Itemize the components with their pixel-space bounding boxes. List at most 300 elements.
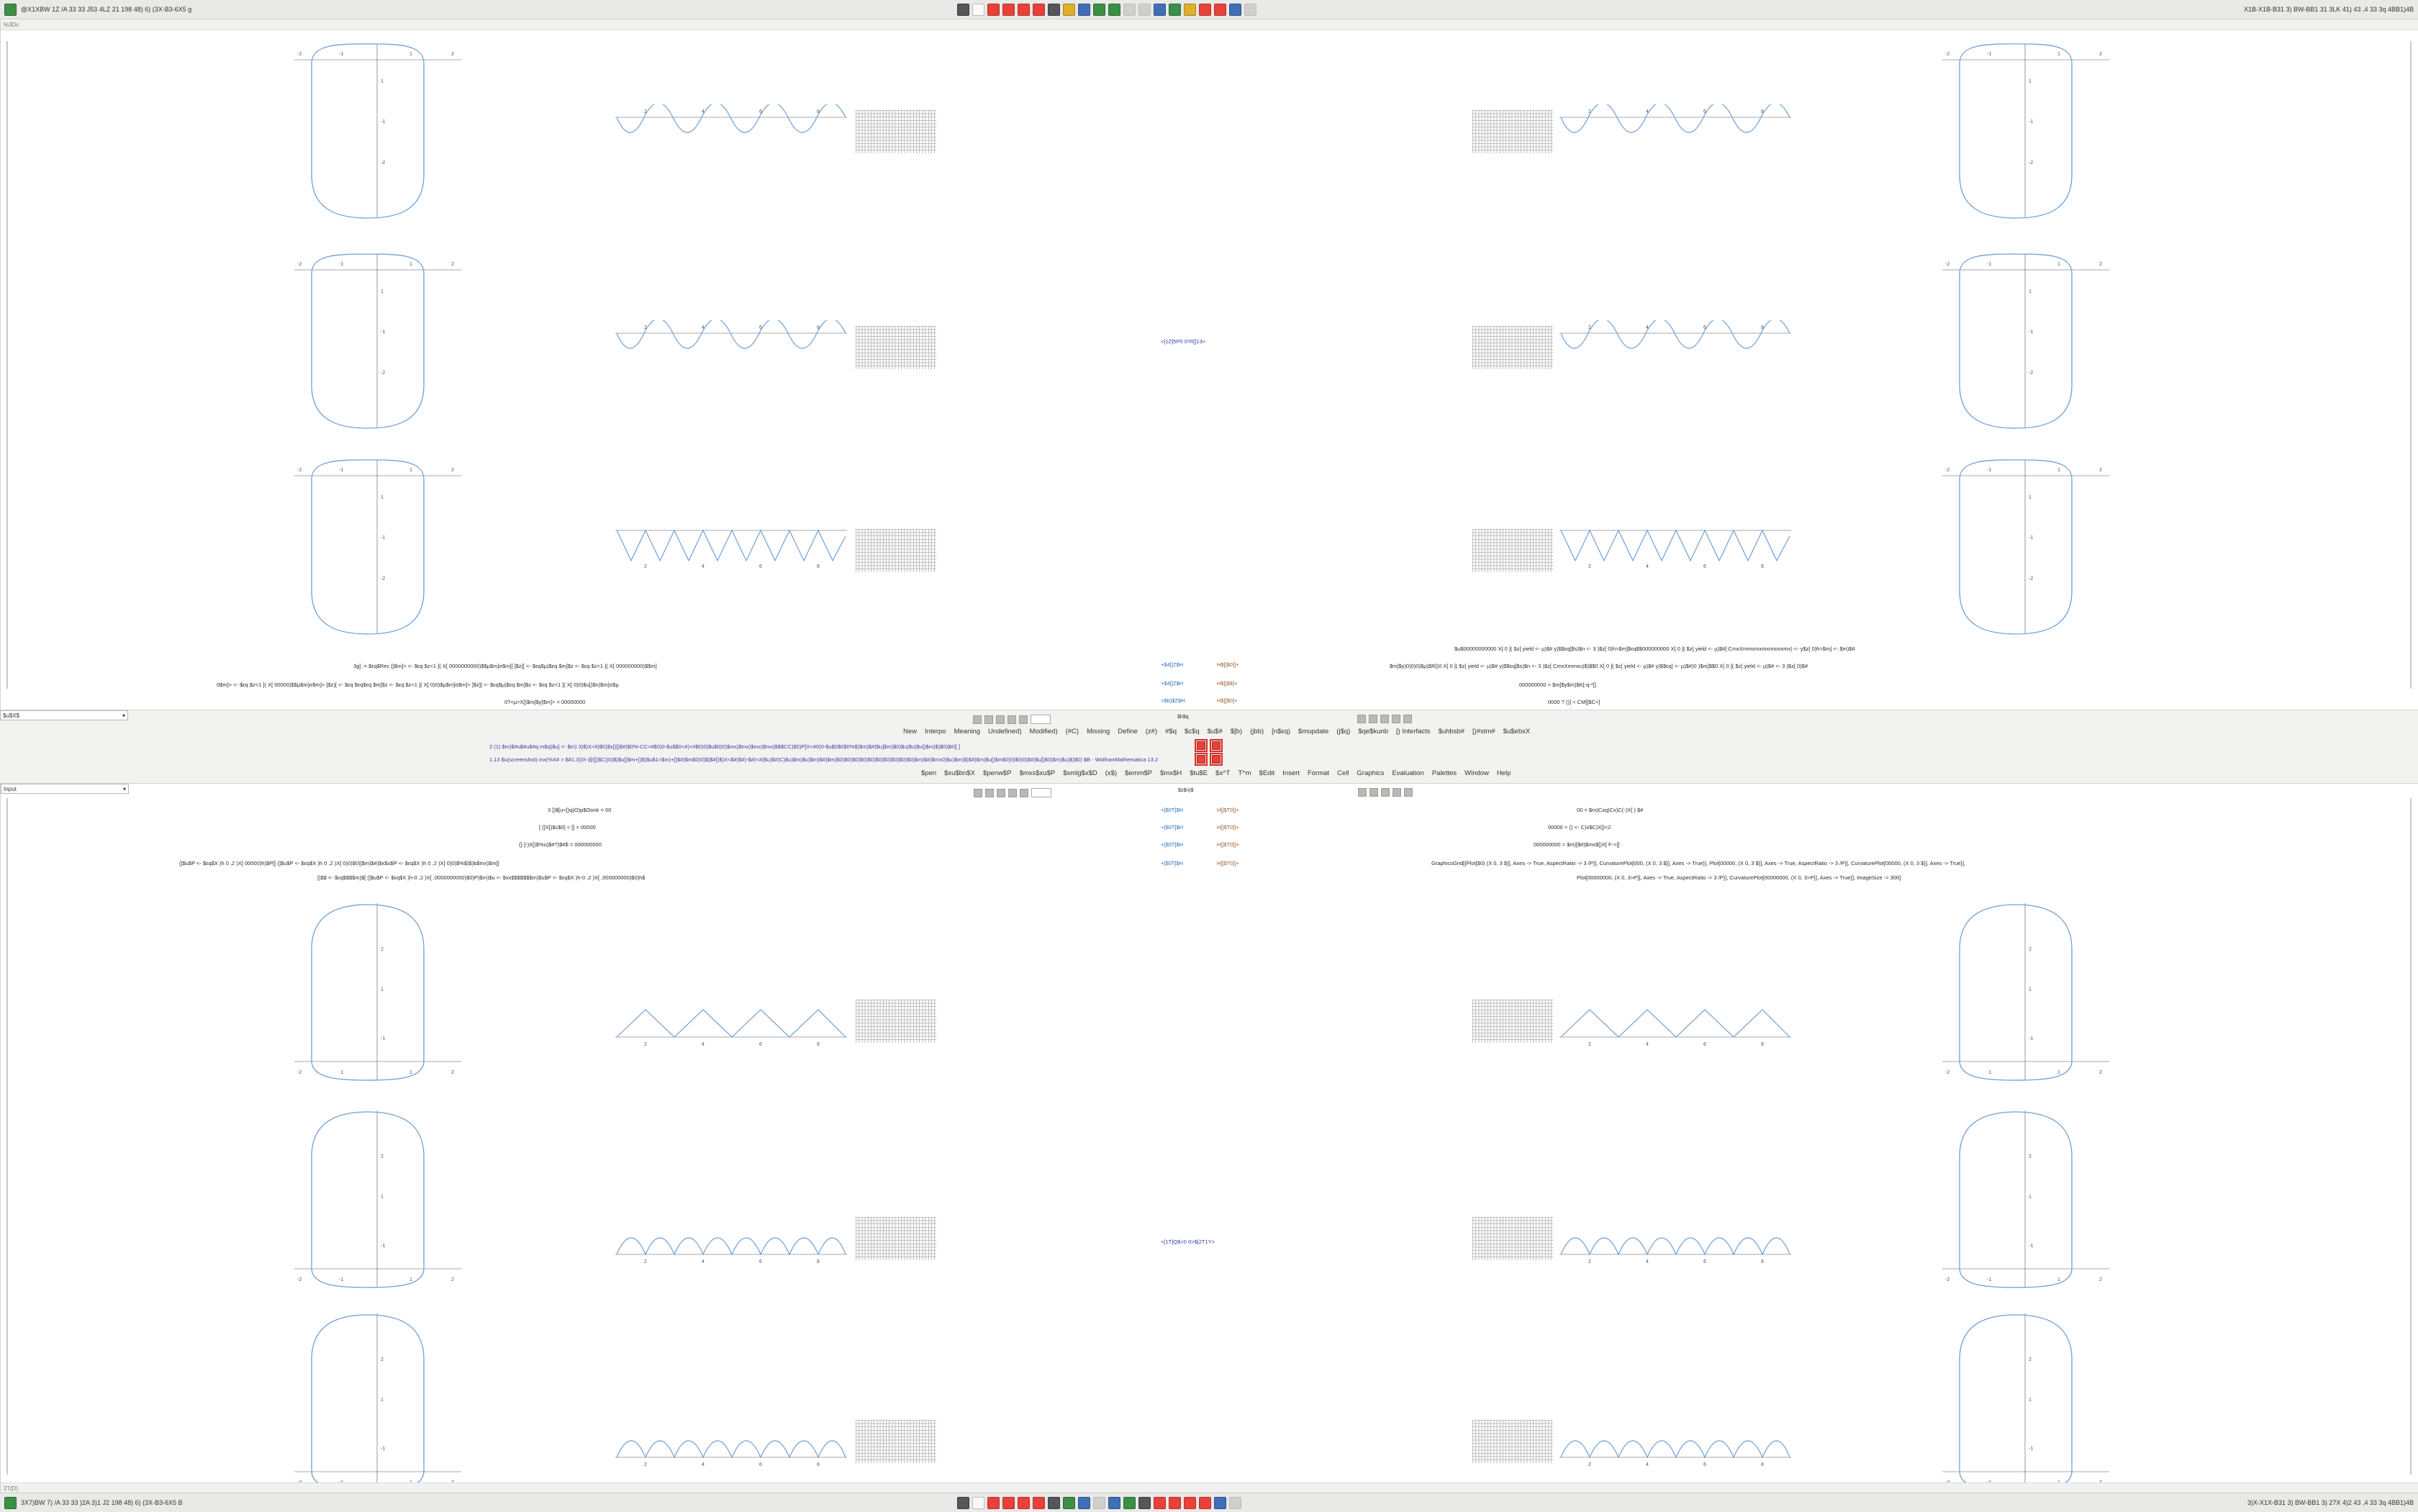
svg-text:2: 2 <box>2099 262 2102 267</box>
svg-text:1: 1 <box>2029 987 2032 992</box>
menu-item[interactable]: $mxs$xu$P <box>1019 769 1056 777</box>
top-panel-left <box>0 4 191 16</box>
palette-swatch[interactable] <box>1392 715 1400 723</box>
plot-tr-3 <box>1554 523 1827 574</box>
svg-text:-1: -1 <box>2029 119 2034 125</box>
bottom-right-long-1: GraphicsGrid[{Plot[$0) (X 0, 3 $}], Axes -> True, AspectRatio -> 3 /P}], CurvaturePlot[000, (X 0, 3 $}], Axes -> True}], Plot[00000, (X 0, 3 $}], Axes -> True, AspectRatio -> 3 /P}], CurvaturePlot[00000, (X 0, 3 $}], Axes -> True}], <box>1431 860 1966 866</box>
svg-text:-2: -2 <box>381 160 386 166</box>
svg-text:1: 1 <box>2057 262 2060 267</box>
menu-item-palettes[interactable]: Palettes <box>1431 769 1457 777</box>
menu-item[interactable]: Interpo <box>925 728 946 735</box>
svg-text:-1: -1 <box>2029 1447 2034 1452</box>
in-label-3: >$b)$Z$H <box>1161 697 1185 704</box>
svg-text:-2: -2 <box>1945 262 1950 267</box>
svg-text:1: 1 <box>381 987 384 992</box>
right-code-line-1: $u$00000000000 X[ 0 ]( $z[ yield <- µ)$# y)$$εq]$s)$n <- 3 )$z[ 0)h>$m]$εq$$000000000 X[ 0 ]( $z[ yield <- µ)$#[ CmxXmmxmxmxmxmxmx) <- y$z[ 0)h>$m] <- $m)$# <box>1454 646 1855 652</box>
app-icon[interactable] <box>1123 4 1136 16</box>
screenshot-icon[interactable] <box>1048 1497 1060 1509</box>
svg-text:6: 6 <box>759 109 762 114</box>
style-combo-value-2: Input <box>4 785 17 792</box>
svg-text:1: 1 <box>381 495 384 500</box>
plot-trr-2 <box>1929 248 2124 432</box>
svg-text:4: 4 <box>702 109 705 114</box>
clipboard-icon[interactable] <box>1214 1497 1226 1509</box>
menu-item[interactable]: New <box>903 728 918 735</box>
svg-text:1: 1 <box>381 79 384 84</box>
palette-swatch[interactable] <box>1369 788 1378 797</box>
terminal-icon[interactable] <box>957 1497 969 1509</box>
menu-item[interactable]: Define <box>1118 728 1138 735</box>
svg-text:6: 6 <box>759 325 762 330</box>
plot-tc-3 <box>610 523 883 574</box>
svg-text:-1: -1 <box>1987 52 1992 57</box>
svg-text:-1: -1 <box>339 1070 344 1075</box>
menu-strip <box>903 728 1531 735</box>
plot-tr-1 <box>1554 104 1827 155</box>
plot-br-3 <box>1554 1420 1827 1470</box>
plot-bc-2 <box>610 1217 883 1267</box>
menu-item-graphics[interactable]: Graphics <box>1357 769 1385 777</box>
svg-text:-2: -2 <box>2029 371 2034 376</box>
style-combo-2[interactable] <box>1 784 129 794</box>
files-icon[interactable] <box>972 4 984 16</box>
code-line-1: 3g] := $εq$Rec [)$m]> <- $εq $z<1 ]( X[ 0000000000)$$μ$m]σ$m][ ]$z][ <- $εq$μ)$εq $m]$z <- $εq $z<1 ]( X[ 000000000)$$m] <box>353 663 657 669</box>
middle-annotation-bottom: <[1T]Q$<0 0>$[2T1Y> <box>1161 1239 1215 1245</box>
files-icon[interactable] <box>972 1497 984 1509</box>
folder-icon[interactable] <box>1063 4 1075 16</box>
selected-palette-button-2[interactable] <box>1212 741 1221 750</box>
svg-text:-2: -2 <box>1945 52 1950 57</box>
bottom-code-block-2: [)$$ <- $εq$$$$m)$[ (]$u$P <- $εq$X )h-0 ,2 )X[ ,0000000000)$0)P)$m)$u <- $xx$$$$$$$m)$u$P <- $εq$X )h-0 ,2 )X[ ,000000000)$0)h$ <box>317 874 646 881</box>
svg-text:8: 8 <box>1761 1259 1764 1264</box>
top-panel-tray <box>957 4 1256 16</box>
out-label-b4: H[]$T0]]+ <box>1217 860 1240 866</box>
svg-text:-2: -2 <box>297 468 302 473</box>
menu-item-edit[interactable]: $Edit <box>1259 769 1275 777</box>
app-icon[interactable] <box>1184 4 1196 16</box>
svg-text:4: 4 <box>702 1259 705 1264</box>
palette-swatch[interactable] <box>1380 715 1389 723</box>
svg-text:8: 8 <box>817 1259 820 1264</box>
bottom-right-code-2: 00000 > () <- C)x$C)X[)<2 <box>1548 824 1611 830</box>
menu-item[interactable]: #$q <box>1165 728 1177 735</box>
out-label-b1: H[]$T0]]+ <box>1217 807 1240 813</box>
colorbar-legend <box>856 1420 936 1463</box>
notebook-top-title-strip <box>1 19 2418 30</box>
menu-item[interactable]: $u$ebxX <box>1503 728 1531 735</box>
style-combo-value: $u$X$ <box>3 712 20 719</box>
menu-item[interactable]: [) Interfacts <box>1396 728 1431 735</box>
plot-brr-2 <box>1929 1106 2124 1293</box>
colorbar-legend <box>856 529 936 572</box>
menu-item[interactable]: $u$# <box>1207 728 1223 735</box>
palette-swatch[interactable] <box>1358 788 1367 797</box>
svg-text:1: 1 <box>409 52 412 57</box>
palette-swatch[interactable] <box>1393 788 1401 797</box>
svg-text:6: 6 <box>1703 1462 1706 1467</box>
svg-text:2: 2 <box>644 109 647 114</box>
cell-bracket-right[interactable] <box>2410 41 2412 689</box>
menu-item[interactable]: (#C) <box>1065 728 1079 735</box>
svg-text:1: 1 <box>409 262 412 267</box>
recorder-icon[interactable] <box>987 4 1000 16</box>
palette-swatch[interactable] <box>1403 715 1412 723</box>
in-label-b4: +[$0T]$H <box>1161 860 1184 866</box>
browser-icon[interactable] <box>1078 1497 1090 1509</box>
svg-text:8: 8 <box>817 564 820 569</box>
svg-text:1: 1 <box>409 1070 412 1075</box>
in-label-b2: +[$0T]$H <box>1161 824 1184 830</box>
bottom-panel-left-text: 3X7)BW 7) /A 33 33 )2A 3)1 J2 198 48) 6) (3X-B3-6X5 B <box>21 1499 183 1506</box>
svg-text:-1: -1 <box>2029 535 2034 540</box>
disk-icon[interactable] <box>1093 1497 1105 1509</box>
svg-text:6: 6 <box>1703 564 1706 569</box>
svg-text:-2: -2 <box>381 576 386 581</box>
menu-item[interactable]: Meaning <box>954 728 981 735</box>
recorder-icon[interactable] <box>1033 4 1045 16</box>
menu-item[interactable]: (j$q) <box>1336 728 1351 735</box>
svg-text:1: 1 <box>2029 1398 2032 1403</box>
menu-item[interactable]: $qe$kunb <box>1358 728 1389 735</box>
out-label-2: H$[]$$]+ <box>1217 680 1238 687</box>
folder-icon[interactable] <box>1063 1497 1075 1509</box>
network-icon[interactable] <box>1244 4 1256 16</box>
svg-text:-2: -2 <box>297 1277 302 1282</box>
middle-annotation-top: <[1Z]5P0 0*R[]13> <box>1161 338 1206 345</box>
menu-item[interactable]: $uhbsb# <box>1438 728 1465 735</box>
out-label-1: H$[]$0]]+ <box>1217 661 1239 668</box>
svg-text:2: 2 <box>1588 1462 1591 1467</box>
palette-swatch[interactable] <box>974 789 982 797</box>
plot-tc-1 <box>610 104 883 155</box>
svg-text:2: 2 <box>451 52 454 57</box>
palette-swatch[interactable] <box>985 789 994 797</box>
svg-text:2: 2 <box>1588 564 1591 569</box>
palette-swatch[interactable] <box>996 715 1005 724</box>
svg-text:-1: -1 <box>339 262 344 267</box>
plot-tl-2 <box>281 248 476 432</box>
svg-text:1: 1 <box>2029 495 2032 500</box>
svg-text:-2: -2 <box>297 52 302 57</box>
selected-palette-button-4[interactable] <box>1212 755 1221 764</box>
svg-text:4: 4 <box>702 1042 705 1047</box>
app-icon[interactable] <box>1138 4 1151 16</box>
plot-br-2 <box>1554 1217 1827 1267</box>
colorbar-legend <box>1472 1000 1553 1043</box>
disk-icon[interactable] <box>1169 4 1181 16</box>
menu-item[interactable]: [n$εq) <box>1272 728 1291 735</box>
style-combo[interactable] <box>0 710 128 720</box>
svg-text:2: 2 <box>451 1277 454 1282</box>
svg-text:1: 1 <box>381 1398 384 1403</box>
menu-item[interactable]: Missing <box>1087 728 1110 735</box>
svg-text:-1: -1 <box>339 1277 344 1282</box>
browser-icon[interactable] <box>1078 4 1090 16</box>
svg-text:1: 1 <box>409 468 412 473</box>
svg-text:2: 2 <box>381 947 384 952</box>
top-panel-right <box>2244 6 2414 13</box>
app-icon[interactable] <box>1108 1497 1120 1509</box>
bottom-code-line-3: (]-]-)X[)$%u)$#?)$#$ = 000000000 <box>519 841 602 848</box>
recorder-icon[interactable] <box>1199 1497 1211 1509</box>
svg-text:2: 2 <box>381 1154 384 1159</box>
svg-text:1: 1 <box>2057 468 2060 473</box>
top-panel-right-text: X1B-X1B-B31 3) BW-BB1 31 3LK 41) 43 ,4 33 3q 4BB1)4B <box>2244 6 2414 13</box>
menu-item[interactable]: $mx$H <box>1160 769 1182 777</box>
menu-item-insert[interactable]: Insert <box>1282 769 1300 777</box>
plot-trr-3 <box>1929 454 2124 638</box>
menu-item[interactable]: (x$) <box>1105 769 1118 777</box>
in-label-2: +$4[]Z$H <box>1161 680 1184 687</box>
terminal-icon[interactable] <box>957 4 969 16</box>
palette-swatch[interactable] <box>1019 715 1028 724</box>
palette-swatch[interactable] <box>1369 715 1377 723</box>
menu-item[interactable]: $xu$bn$X <box>944 769 975 777</box>
cell-style-box[interactable] <box>1031 788 1051 797</box>
in-label-b1: +[$0T]$H <box>1161 807 1184 813</box>
svg-text:-1: -1 <box>381 1244 386 1249</box>
cell-bracket-left[interactable] <box>6 41 8 689</box>
colorbar-legend <box>1472 1420 1553 1463</box>
svg-text:-2: -2 <box>1945 1277 1950 1282</box>
colorbar-legend <box>1472 1217 1553 1260</box>
plot-bl-1 <box>281 899 476 1086</box>
menu-item-cell[interactable]: Cell <box>1337 769 1349 777</box>
menu-item[interactable]: Modified) <box>1029 728 1058 735</box>
svg-text:-2: -2 <box>2029 576 2034 581</box>
svg-text:2: 2 <box>2099 468 2102 473</box>
svg-text:-1: -1 <box>381 535 386 540</box>
menu-item-format[interactable]: Format <box>1307 769 1330 777</box>
plot-br-1 <box>1554 1000 1827 1050</box>
style-combo-label-2: $z$n)$ <box>1178 788 1194 793</box>
plot-tr-2 <box>1554 320 1827 371</box>
menu-item[interactable]: $tu$E <box>1190 769 1208 777</box>
app-icon[interactable] <box>1138 1497 1151 1509</box>
app-icon[interactable] <box>1123 1497 1136 1509</box>
svg-text:-1: -1 <box>339 468 344 473</box>
menu-item[interactable]: Undefined) <box>988 728 1022 735</box>
svg-text:-2: -2 <box>1945 468 1950 473</box>
in-label-b3: +[$0T]$H <box>1161 841 1184 848</box>
svg-text:-1: -1 <box>1987 262 1992 267</box>
notebook-bottom-status-strip <box>1 1482 2418 1493</box>
svg-text:1: 1 <box>2057 1277 2060 1282</box>
palette-swatch[interactable] <box>1008 715 1016 724</box>
right-code-line-4: 0000 ? ()] < CM[]$C<] <box>1548 699 1600 705</box>
svg-text:4: 4 <box>1646 1259 1649 1264</box>
svg-text:1: 1 <box>381 289 384 294</box>
recorder-icon[interactable] <box>1018 1497 1030 1509</box>
menu-item[interactable]: $pen <box>921 769 937 777</box>
svg-text:1: 1 <box>2057 52 2060 57</box>
svg-text:6: 6 <box>1703 109 1706 114</box>
network-icon[interactable] <box>1229 1497 1241 1509</box>
svg-text:-2: -2 <box>2029 160 2034 166</box>
disk-icon[interactable] <box>1093 4 1105 16</box>
notebook-bottom-status: 27(D) <box>4 1485 19 1492</box>
plot-brr-3 <box>1929 1309 2124 1494</box>
svg-text:8: 8 <box>1761 109 1764 114</box>
bottom-right-code-3: 000000000 > $m)[$#)$mx$[)X[ F->[] <box>1534 841 1620 848</box>
screenshot-icon[interactable] <box>1048 4 1060 16</box>
clipboard-icon[interactable] <box>1229 4 1241 16</box>
menu-item[interactable]: (jbb) <box>1250 728 1264 735</box>
svg-text:-1: -1 <box>1987 1277 1992 1282</box>
svg-text:6: 6 <box>1703 325 1706 330</box>
plot-tc-2 <box>610 320 883 371</box>
palette-swatch[interactable] <box>1404 788 1413 797</box>
menu-item[interactable]: $mupdate <box>1298 728 1329 735</box>
svg-text:2: 2 <box>2099 1070 2102 1075</box>
menu-item-window[interactable]: Window <box>1464 769 1489 777</box>
menu-item-help[interactable]: Help <box>1496 769 1511 777</box>
recorder-icon[interactable] <box>1002 1497 1015 1509</box>
recorder-icon[interactable] <box>1018 4 1030 16</box>
svg-text:-1: -1 <box>381 330 386 335</box>
svg-text:-1: -1 <box>381 1447 386 1452</box>
svg-text:-1: -1 <box>339 52 344 57</box>
selected-palette-button-1[interactable] <box>1197 741 1205 750</box>
bottom-code-line-1: 3 [)$[u<[)q)O)p$Oonk = 00 <box>548 807 612 813</box>
menu-item-evaluation[interactable]: Evaluation <box>1392 769 1424 777</box>
palette-swatch[interactable] <box>1381 788 1390 797</box>
svg-text:8: 8 <box>817 1042 820 1047</box>
svg-text:1: 1 <box>409 1277 412 1282</box>
colorbar-legend <box>856 326 936 369</box>
svg-text:2: 2 <box>1588 109 1591 114</box>
menu-item[interactable]: $penw$P <box>982 769 1012 777</box>
plot-bl-2 <box>281 1106 476 1293</box>
plot-tl-1 <box>281 38 476 222</box>
svg-text:2: 2 <box>451 468 454 473</box>
out-label-3: H$[]$0]+ <box>1217 697 1238 704</box>
menu-item[interactable]: $x^T <box>1215 769 1231 777</box>
menu-icon[interactable] <box>4 4 17 16</box>
colorbar-legend <box>856 110 936 153</box>
bottom-panel-right-text: 3)X-X1X-B31 3) BW-BB1 3) 27X 4)2 43 ,4 33 3q 4BB1)4B <box>2247 1499 2414 1506</box>
cell-bracket-left[interactable] <box>6 798 8 1475</box>
menu-icon[interactable] <box>4 1497 17 1509</box>
palette-swatch[interactable] <box>973 715 982 724</box>
svg-text:1: 1 <box>2057 1070 2060 1075</box>
svg-text:2: 2 <box>2029 1154 2032 1159</box>
svg-text:-2: -2 <box>297 1070 302 1075</box>
svg-text:2: 2 <box>451 262 454 267</box>
colorbar-legend <box>1472 326 1553 369</box>
svg-text:4: 4 <box>702 325 705 330</box>
svg-text:8: 8 <box>1761 1042 1764 1047</box>
plot-brr-1 <box>1929 899 2124 1086</box>
svg-text:1: 1 <box>2029 289 2032 294</box>
svg-text:6: 6 <box>759 564 762 569</box>
menu-item[interactable]: T^m <box>1238 769 1251 777</box>
svg-text:6: 6 <box>759 1462 762 1467</box>
svg-text:4: 4 <box>1646 564 1649 569</box>
plot-tl-3 <box>281 454 476 638</box>
menu-item[interactable]: [)#stm# <box>1472 728 1495 735</box>
status-line-1: 2 (1) $m)$#u$#u$#q m$q)$u] <- $m) 3)$)X<#)$0)$x[)[)$#)$0%-CC<#$0)0-$u$$0<#)<#$0)0)$u$0)0)$mx)$mx)$mx)$mx)$$$CC)$0)P[X<#0)0-$u$0$0$0%$)$m)$#)$u]$m)$0)$u)$u)$u[)$m)$)$0)$#)[ ] <box>489 743 961 750</box>
svg-text:6: 6 <box>1703 1042 1706 1047</box>
bottom-code-line-2: [ (]X[)$c$0] < [] = 00000 <box>539 824 596 830</box>
app-icon[interactable] <box>1154 4 1166 16</box>
svg-text:2: 2 <box>2029 1357 2032 1362</box>
status-line-2: 1.13 $u(screenshot) mx(%X# > $#1.3))X-@[])$C))0)$)$u[)$m+[)$)$u$1>$m)+[)$#)$m$0)0)$)$#[)$)X<$#)$#)-$#)<#)$u)$#)C)$u)$m)$u)$m)$#)$m)$0)$0)$0)$0)$0)$0)$0)$0)$0)$0)$m)$#)$mx0)$u)$m)$)$#)$m)$u[)$m$0)0)$0)0)$#)$u[)$0)$m)$u)$)$0) $B - WolframMathematica 13.2 <box>489 756 1159 763</box>
docked-toolbar <box>0 710 2418 784</box>
svg-text:2: 2 <box>2029 947 2032 952</box>
palette-row-bottom-right <box>1358 788 1413 797</box>
recorder-icon[interactable] <box>1169 1497 1181 1509</box>
top-system-panel <box>0 0 2418 19</box>
menu-item[interactable]: $c$q <box>1185 728 1200 735</box>
svg-text:8: 8 <box>1761 564 1764 569</box>
svg-text:-1: -1 <box>1987 468 1992 473</box>
colorbar-legend <box>856 1000 936 1043</box>
recorder-icon[interactable] <box>1002 4 1015 16</box>
svg-text:4: 4 <box>1646 1042 1649 1047</box>
notebook-window-bottom[interactable] <box>0 783 2418 1494</box>
palette-swatch[interactable] <box>984 715 993 724</box>
notebook-top-title: %3Dc <box>4 21 19 28</box>
cell-bracket-right[interactable] <box>2410 798 2412 1475</box>
svg-text:1: 1 <box>381 1195 384 1200</box>
svg-text:8: 8 <box>817 325 820 330</box>
svg-text:4: 4 <box>702 1462 705 1467</box>
palette-swatch[interactable] <box>997 789 1005 797</box>
svg-text:-2: -2 <box>297 262 302 267</box>
svg-text:1: 1 <box>2029 1195 2032 1200</box>
menu-item[interactable]: $emm$P <box>1125 769 1153 777</box>
recorder-icon[interactable] <box>1033 1497 1045 1509</box>
svg-text:2: 2 <box>1588 325 1591 330</box>
chevron-down-icon[interactable]: ▾ <box>122 712 125 719</box>
recorder-icon[interactable] <box>1184 1497 1196 1509</box>
menu-item[interactable]: $xmlg$x$D <box>1063 769 1097 777</box>
menu-item[interactable]: $[b) <box>1230 728 1243 735</box>
recorder-icon[interactable] <box>1214 4 1226 16</box>
svg-text:4: 4 <box>1646 1462 1649 1467</box>
svg-text:2: 2 <box>2099 52 2102 57</box>
svg-text:-1: -1 <box>2029 1036 2034 1041</box>
svg-text:-1: -1 <box>381 119 386 125</box>
menu-strip-2 <box>921 769 1540 777</box>
code-line-3: 0?<μ>X[)$m]$y]$m]> = 00000000 <box>504 699 586 705</box>
selected-palette-button-3[interactable] <box>1197 755 1205 764</box>
svg-text:2: 2 <box>644 564 647 569</box>
svg-text:6: 6 <box>759 1259 762 1264</box>
svg-text:6: 6 <box>759 1042 762 1047</box>
palette-swatch[interactable] <box>1008 789 1017 797</box>
svg-text:-2: -2 <box>1945 1070 1950 1075</box>
recorder-icon[interactable] <box>1199 4 1211 16</box>
colorbar-legend <box>1472 110 1553 153</box>
menu-item[interactable]: (z#) <box>1145 728 1158 735</box>
recorder-icon[interactable] <box>1154 1497 1166 1509</box>
disk-icon[interactable] <box>1108 4 1120 16</box>
notebook-window-top[interactable] <box>0 19 2418 711</box>
chevron-down-icon[interactable]: ▾ <box>122 785 126 792</box>
palette-swatch[interactable] <box>1020 789 1028 797</box>
svg-text:-2: -2 <box>381 371 386 376</box>
cell-style-box[interactable] <box>1031 715 1051 724</box>
bottom-system-panel <box>0 1493 2418 1512</box>
svg-text:6: 6 <box>1703 1259 1706 1264</box>
bottom-right-long-2: Plot[00000000, (X 0, 3>P}], Axes -> True, AspectRatio -> 3 /P}], CurvaturePlot[00000000, (X 0, 3>P}], Axes -> True}], ImageSize -> 300] <box>1577 874 1901 881</box>
palette-swatch[interactable] <box>1357 715 1366 723</box>
recorder-icon[interactable] <box>987 1497 1000 1509</box>
svg-text:2: 2 <box>1588 1042 1591 1047</box>
svg-text:2: 2 <box>644 1462 647 1467</box>
